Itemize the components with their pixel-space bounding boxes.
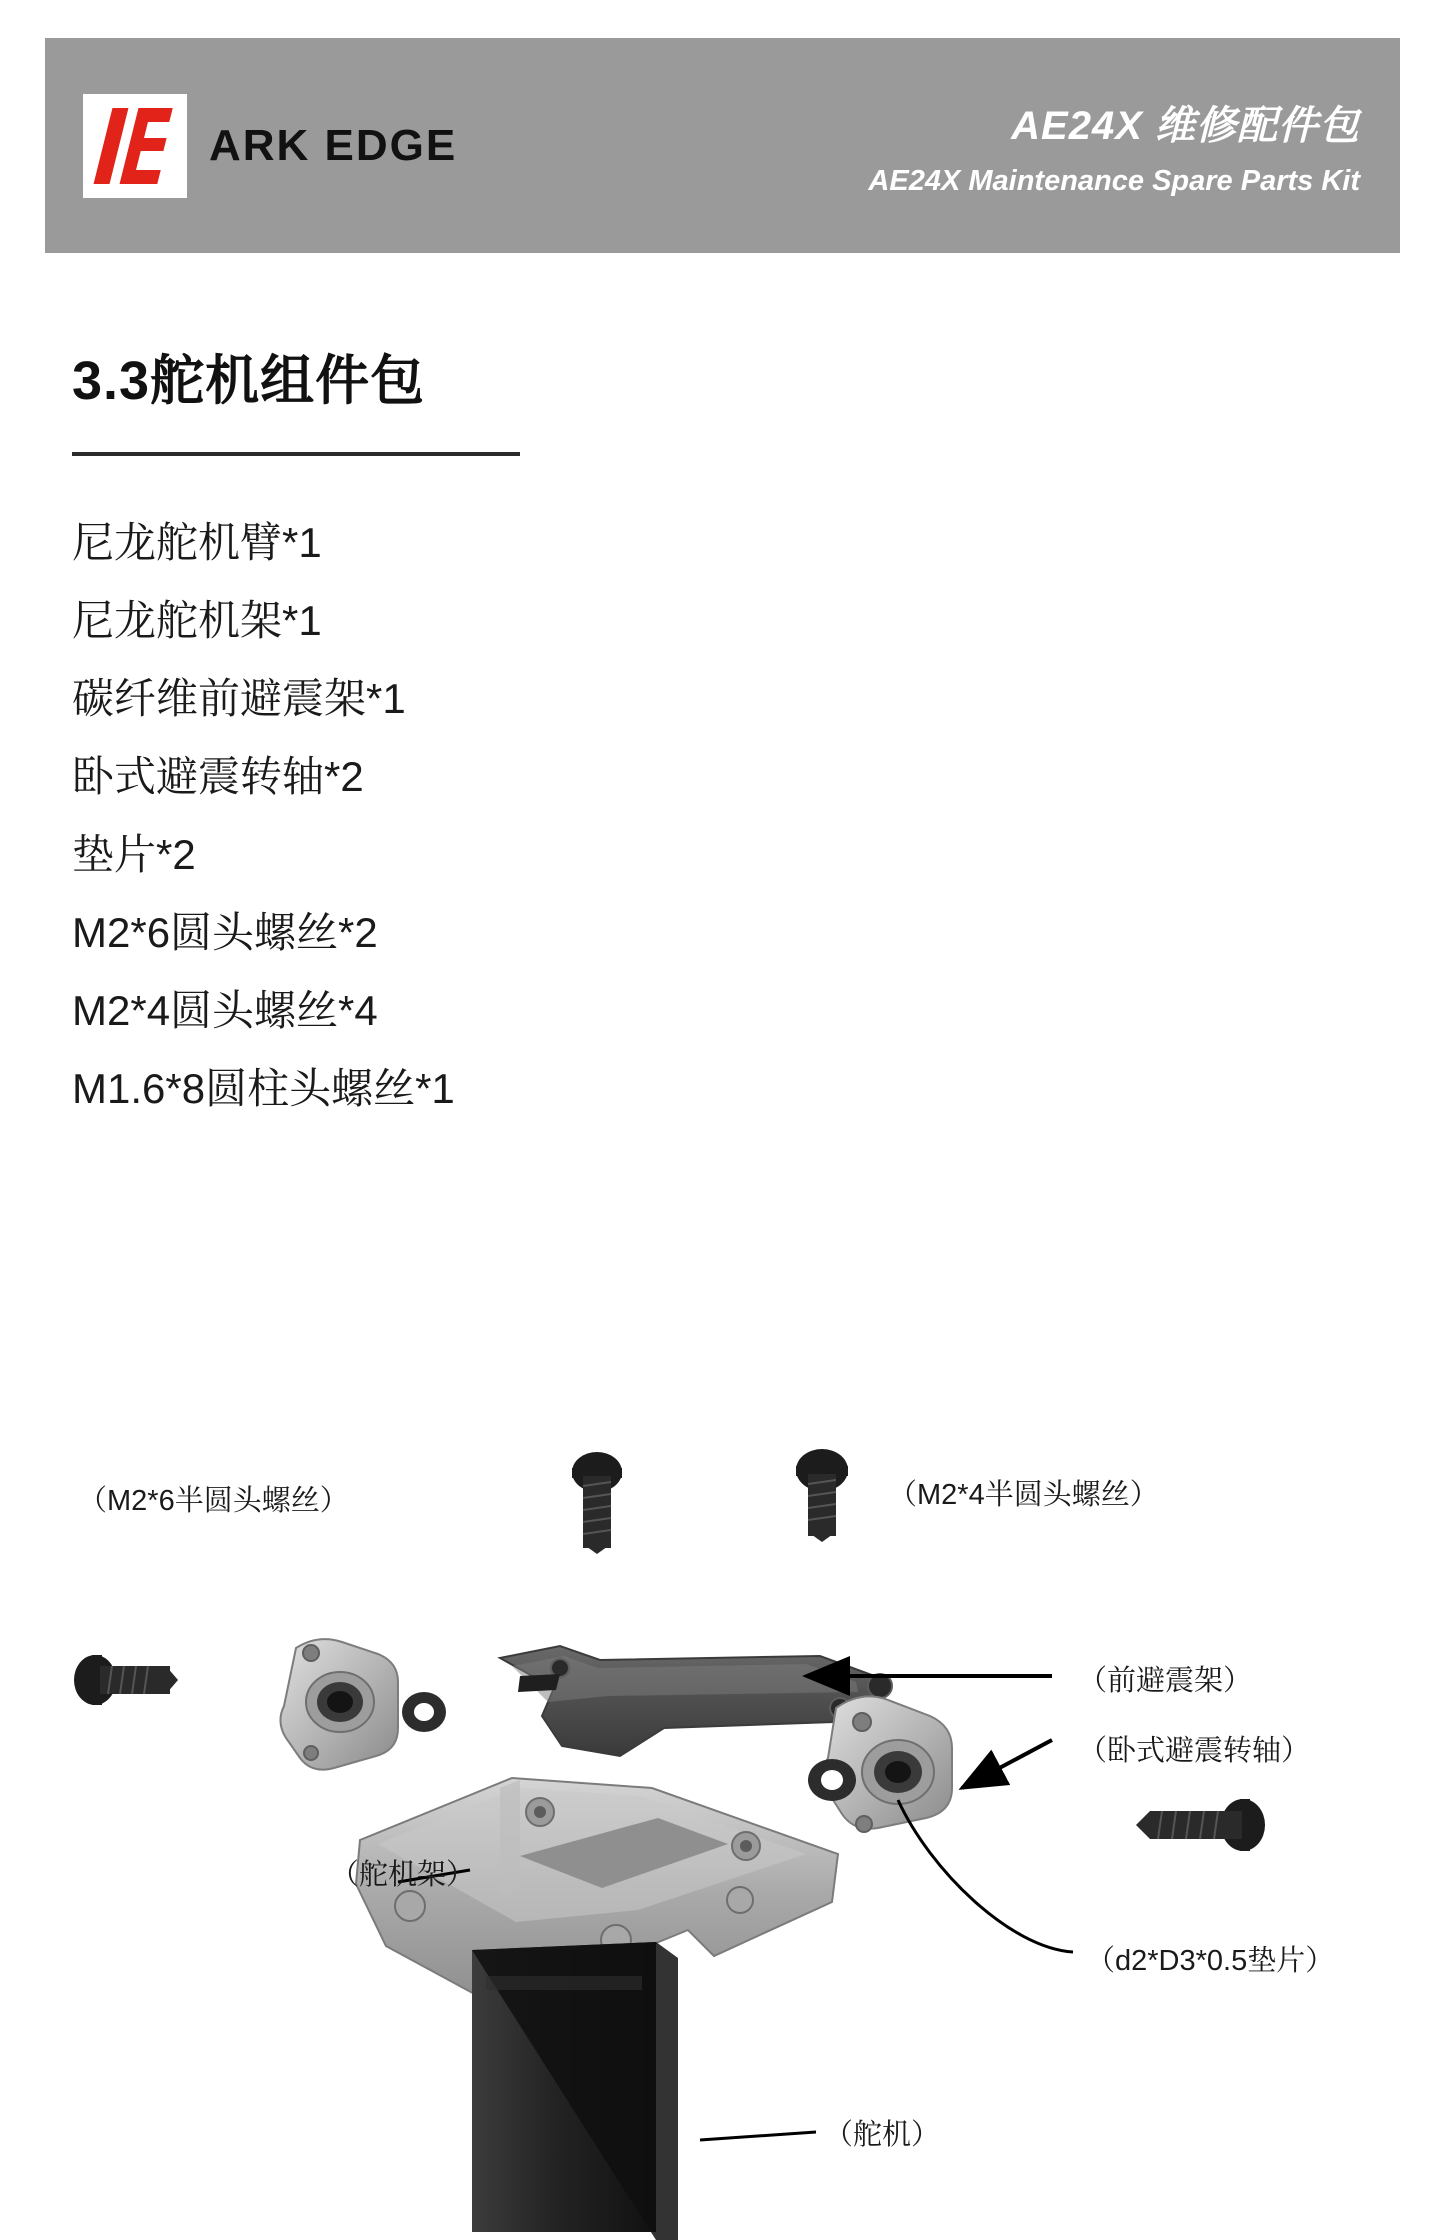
callout-servo: （舵机） <box>824 2119 941 2151</box>
list-item: 尼龙舵机架*1 <box>72 597 322 644</box>
list-item: M1.6*8圆柱头螺丝*1 <box>72 1065 455 1112</box>
leader-shock-shaft <box>962 1740 1052 1788</box>
list-item: 垫片*2 <box>72 831 196 878</box>
list-item: M2*4圆头螺丝*4 <box>72 987 378 1034</box>
header-title-en: AE24X Maintenance Spare Parts Kit <box>868 164 1360 197</box>
title-divider <box>72 452 520 456</box>
parts-list <box>72 519 972 1146</box>
exploded-parts-diagram <box>0 1440 1445 2240</box>
list-item: 卧式避震转轴*2 <box>72 753 364 800</box>
washer-left-icon <box>402 1692 446 1732</box>
brand-name: ARK EDGE <box>209 120 458 170</box>
screw-m2x4-vertical-icon <box>796 1449 848 1542</box>
leader-washer <box>898 1800 1073 1952</box>
washer-right-icon <box>808 1759 856 1801</box>
header-titles <box>868 94 1360 198</box>
screw-horizontal-left-icon <box>74 1655 178 1705</box>
servo-icon <box>472 1942 678 2240</box>
page-header <box>45 38 1400 253</box>
callout-servo-mount: （舵机架） <box>330 1859 476 1891</box>
diagram-artwork <box>0 1440 1445 2240</box>
horizontal-shock-shaft-left-icon <box>280 1639 398 1770</box>
leader-servo <box>700 2132 816 2140</box>
brand <box>83 94 457 198</box>
list-item: 尼龙舵机臂*1 <box>72 519 322 566</box>
callout-screw-m2x6: （M2*6半圆头螺丝） <box>78 1485 349 1517</box>
section-title: 3.3舵机组件包 <box>72 351 426 411</box>
list-item: 碳纤维前避震架*1 <box>72 675 406 722</box>
header-title-cn: AE24X 维修配件包 <box>1011 103 1360 148</box>
screw-horizontal-right-icon <box>1136 1799 1265 1851</box>
callout-horizontal-shock-shaft: （卧式避震转轴） <box>1078 1735 1311 1767</box>
callout-washer: （d2*D3*0.5垫片） <box>1086 1945 1335 1977</box>
callout-front-shock-frame: （前避震架） <box>1078 1665 1253 1697</box>
screw-m2x6-vertical-icon <box>572 1452 622 1554</box>
ark-edge-logo-icon <box>83 94 187 198</box>
list-item: M2*6圆头螺丝*2 <box>72 909 378 956</box>
callout-screw-m2x4: （M2*4半圆头螺丝） <box>888 1479 1159 1511</box>
